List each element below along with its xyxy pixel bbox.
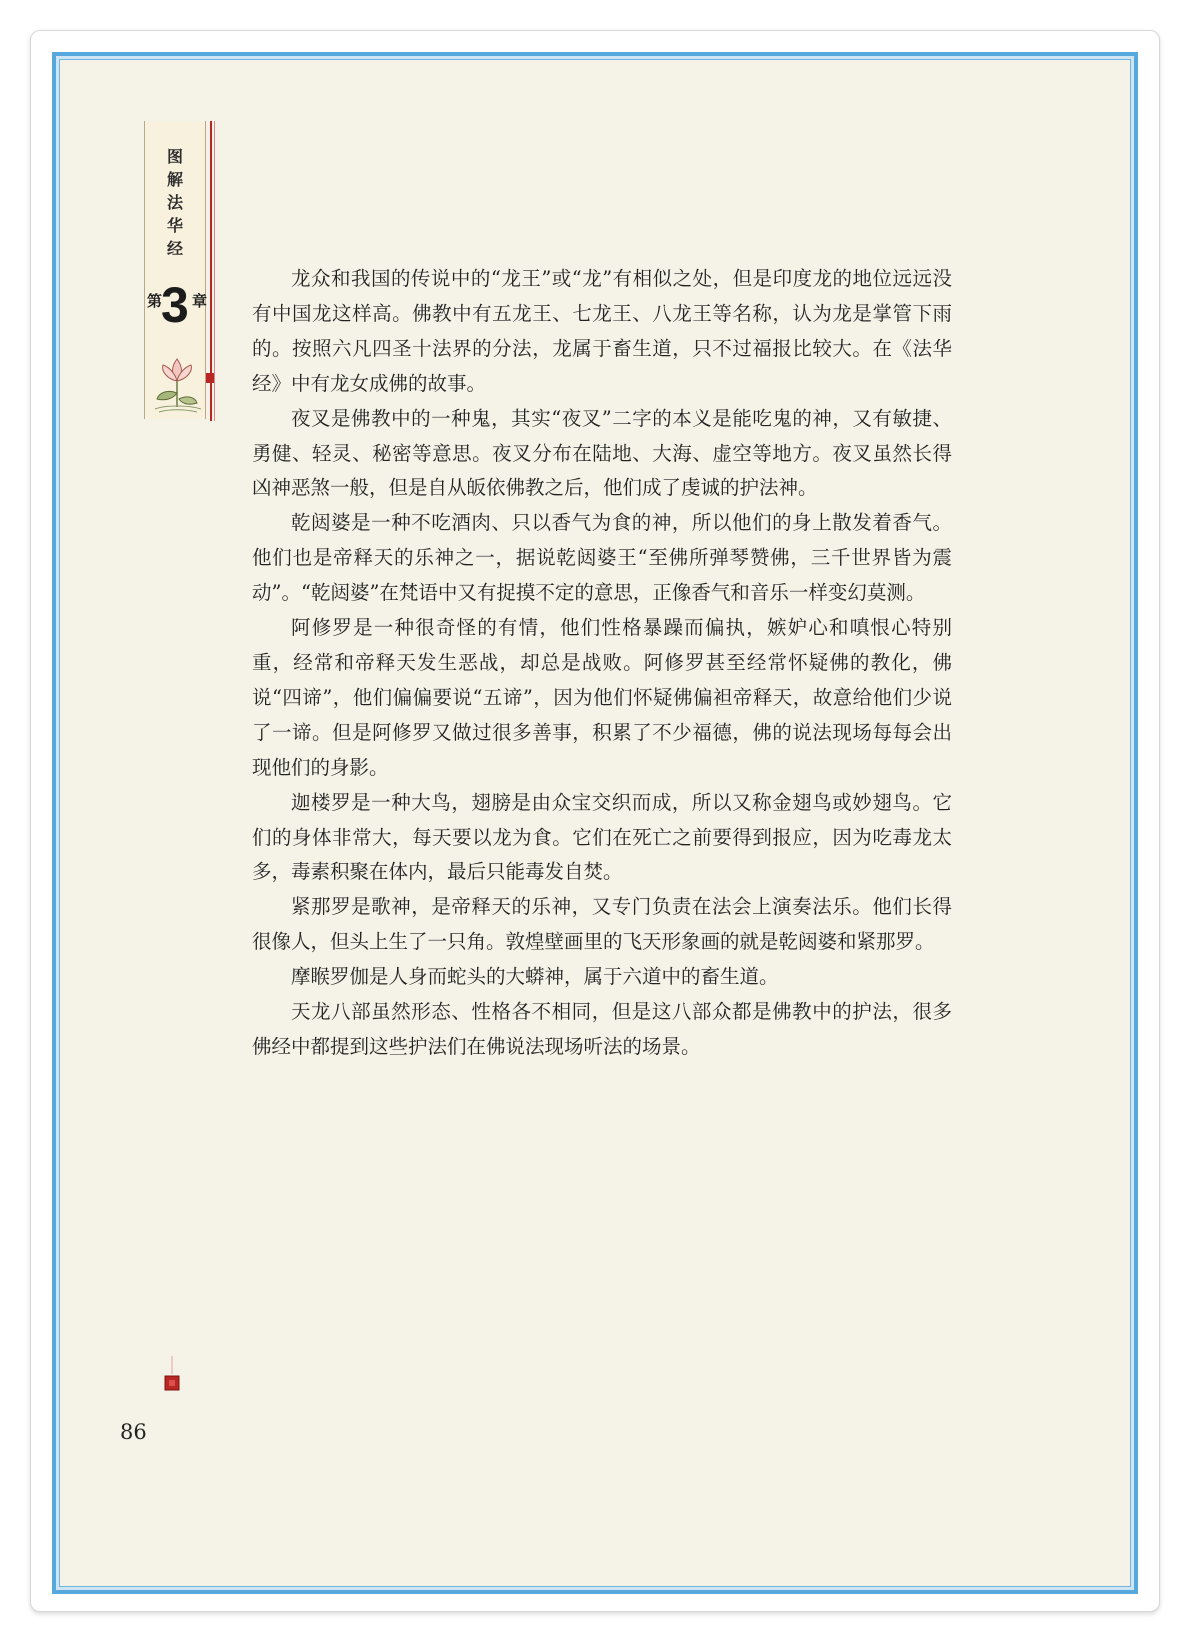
paragraph: 紧那罗是歌神，是帝释天的乐神，又专门负责在法会上演奏法乐。他们长得很像人，但头上生了一只角。敦煌壁画里的飞天形象画的就是乾闼婆和紧那罗。	[252, 895, 952, 954]
book-title-char: 图	[166, 147, 183, 166]
chapter-prefix: 第	[147, 292, 163, 310]
book-title-char: 华	[166, 216, 183, 235]
paragraph: 迦楼罗是一种大鸟，翅膀是由众宝交织而成，所以又称金翅鸟或妙翅鸟。它们的身体非常大，每天要以龙为食。它们在死亡之前要得到报应，因为吃毒龙太多，毒素积聚在体内，最后只能毒发自焚。	[252, 790, 952, 884]
book-title-char: 解	[166, 170, 183, 189]
chapter-suffix: 章	[192, 292, 208, 310]
paragraph: 摩睺罗伽是人身而蛇头的大蟒神，属于六道中的畜生道。	[291, 965, 779, 989]
tab-red-notch	[206, 373, 214, 383]
chapter-number: 3	[161, 277, 189, 333]
paragraph: 龙众和我国的传说中的“龙王”或“龙”有相似之处，但是印度龙的地位远远没有中国龙这样高。佛教中有五龙王、七龙王、八龙王等名称，认为龙是掌管下雨的。按照六凡四圣十法界的分法，龙属于畜生道，只不过福报比较大。在《法华经》中有龙女成佛的故事。	[252, 267, 952, 395]
paragraph: 阿修罗是一种很奇怪的有情，他们性格暴躁而偏执，嫉妒心和嗔恨心特别重，经常和帝释天发生恶战，却总是战败。阿修罗甚至经常怀疑佛的教化，佛说“四谛”，他们偏偏要说“五谛”，因为他们怀疑佛偏袒帝释天，故意给他们少说了一谛。但是阿修罗又做过很多善事，积累了不少福德，佛的说法现场每每会出现他们的身影。	[252, 616, 952, 779]
lotus-icon	[149, 349, 205, 415]
book-title-vertical	[145, 145, 205, 260]
red-square-marker-icon	[162, 1356, 182, 1392]
paragraph: 天龙八部虽然形态、性格各不相同，但是这八部众都是佛教中的护法，很多佛经中都提到这些护法们在佛说法现场听法的场景。	[252, 1000, 952, 1058]
chapter-side-tab	[144, 121, 216, 421]
page-number: 86	[120, 1420, 147, 1444]
body-text	[252, 262, 952, 1065]
book-title-char: 经	[166, 239, 183, 258]
book-title-char: 法	[166, 193, 183, 212]
paragraph: 乾闼婆是一种不吃酒肉、只以香气为食的神，所以他们的身上散发着香气。他们也是帝释天的乐神之一，据说乾闼婆王“至佛所弹琴赞佛，三千世界皆为震动”。“乾闼婆”在梵语中又有捉摸不定的意思，正像香气和音乐一样变幻莫测。	[252, 511, 952, 605]
tab-red-rule-thin	[214, 121, 215, 421]
paragraph: 夜叉是佛教中的一种鬼，其实“夜叉”二字的本义是能吃鬼的神，又有敏捷、勇健、轻灵、秘密等意思。夜叉分布在陆地、大海、虚空等地方。夜叉虽然长得凶神恶煞一般，但是自从皈依佛教之后，他们成了虔诚的护法神。	[252, 406, 952, 500]
chapter-label	[145, 277, 211, 341]
side-tab-body	[144, 121, 206, 419]
